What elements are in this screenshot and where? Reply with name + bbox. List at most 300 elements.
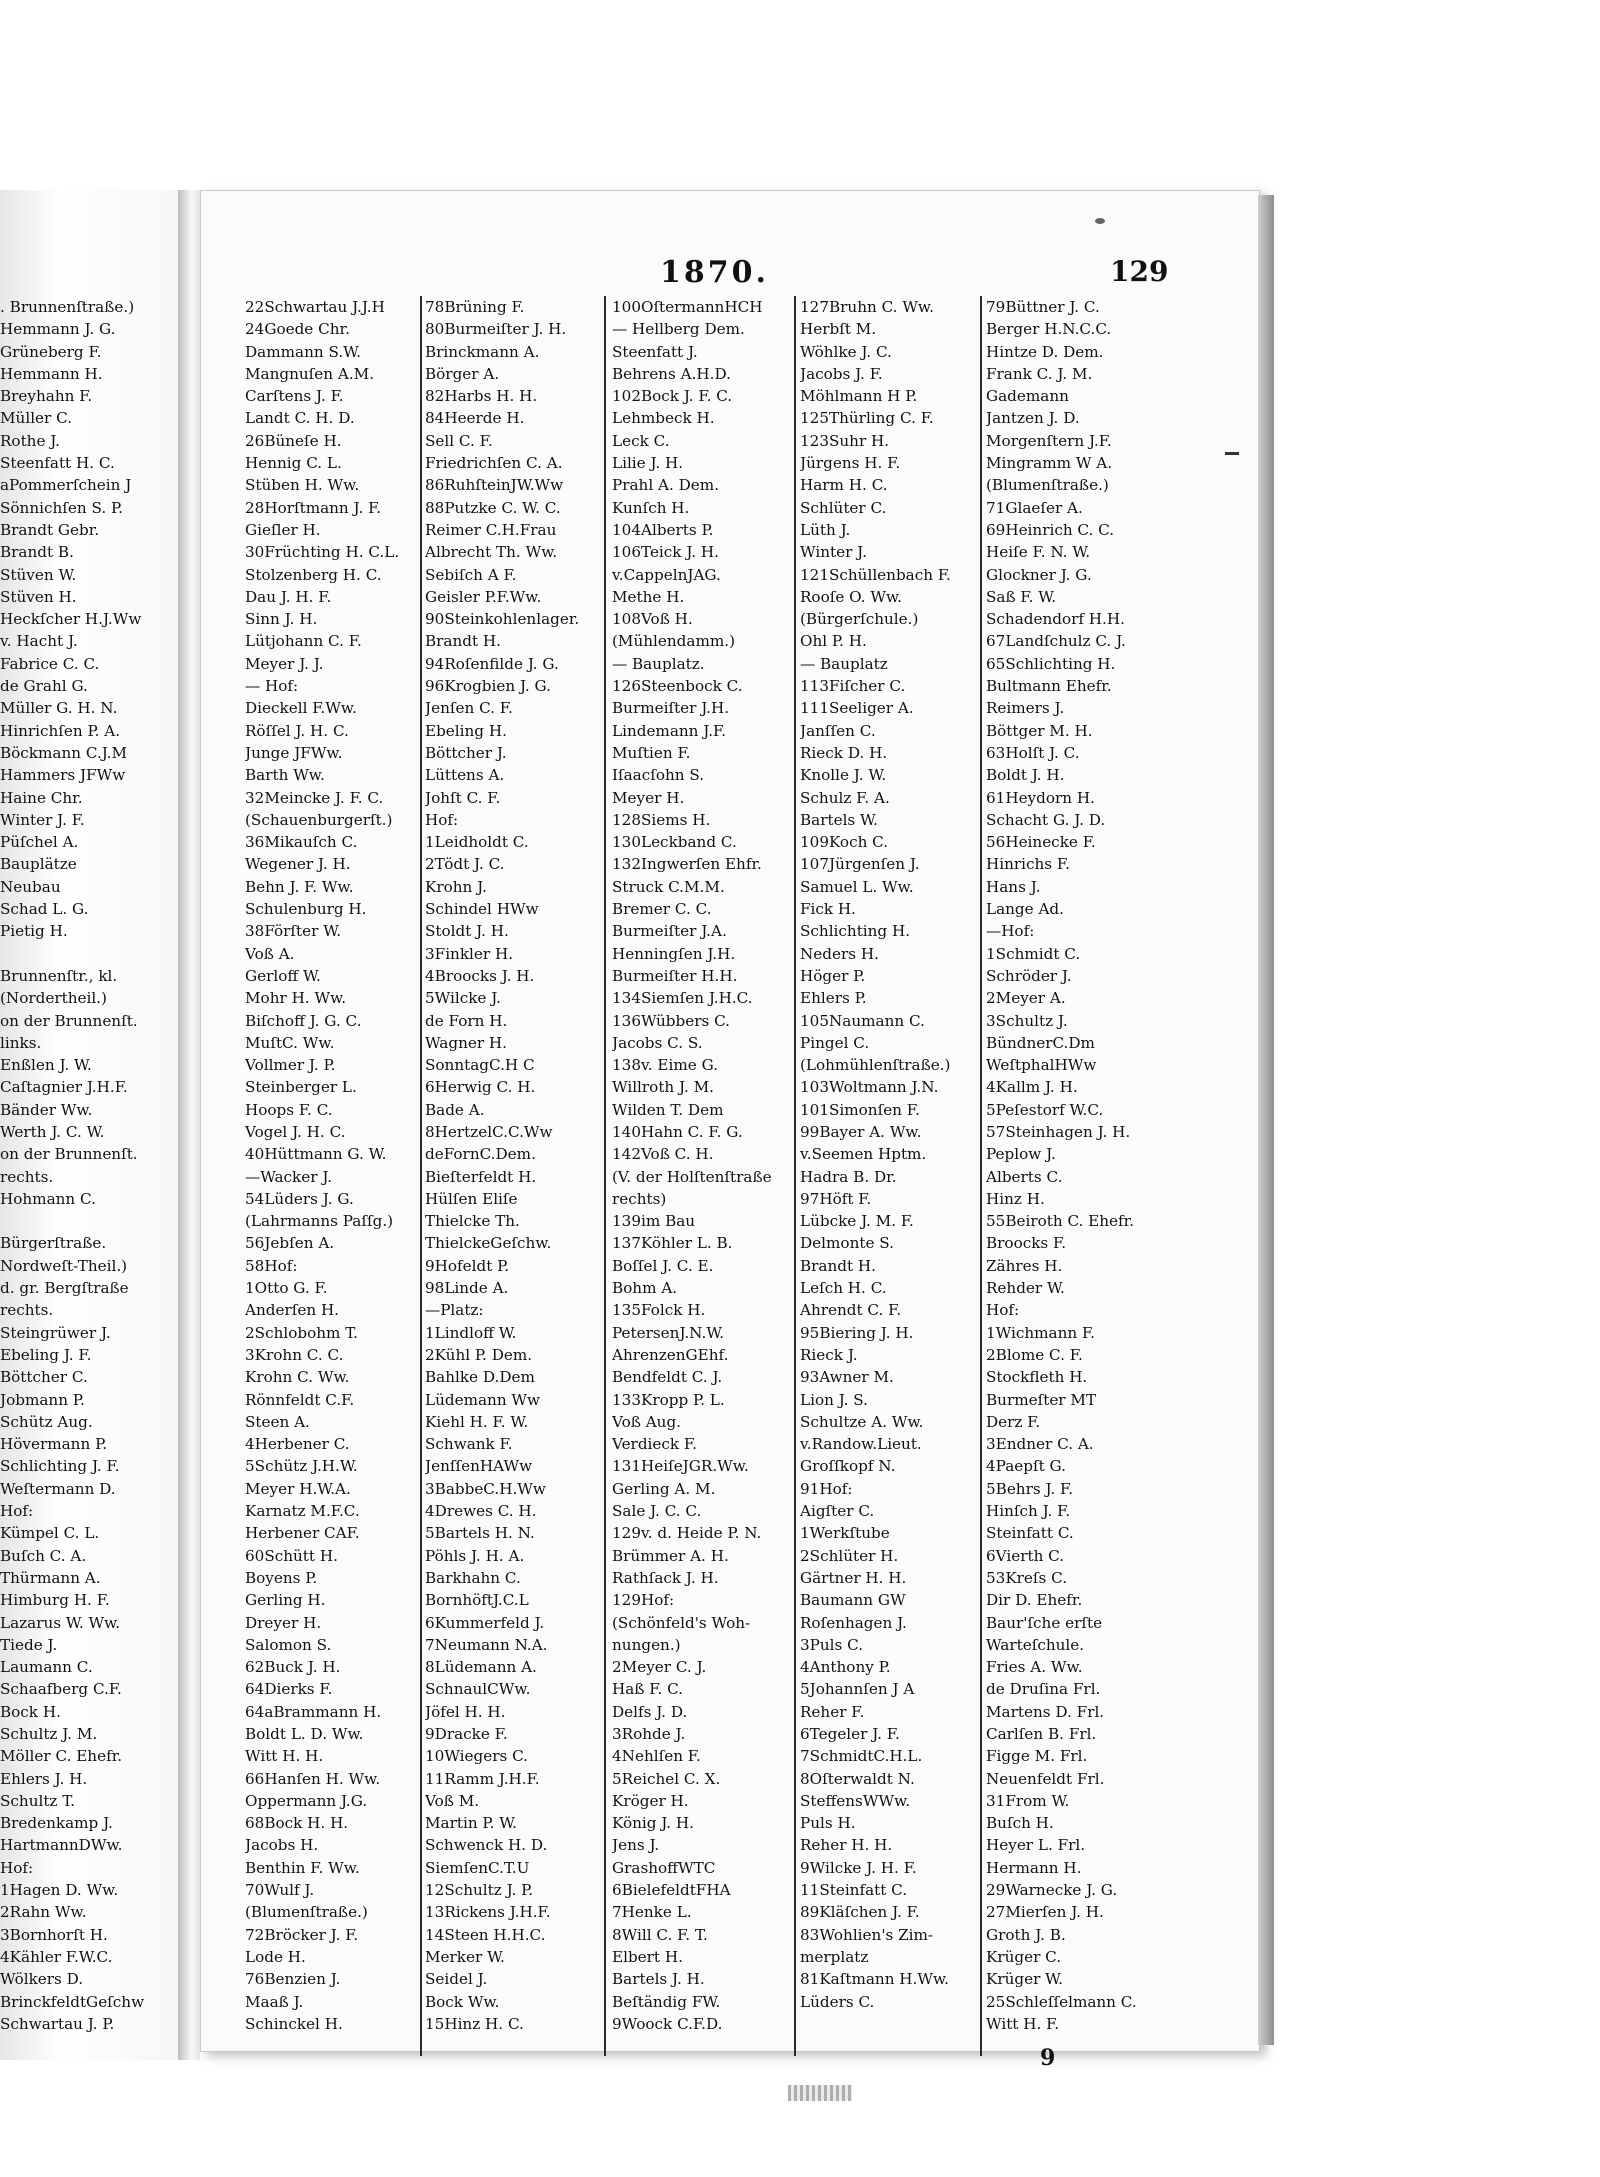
directory-entry: Barkhahn C.	[425, 1568, 521, 1587]
directory-entry: Elbert H.	[612, 1947, 683, 1966]
directory-entry: Jenſen C. F.	[425, 699, 513, 718]
directory-entry: Benthin F. Ww.	[245, 1858, 360, 1877]
directory-entry: 57Steinhagen J. H.	[986, 1122, 1131, 1141]
directory-entry: 27Mierſen J. H.	[986, 1903, 1104, 1922]
directory-entry: 9Wilcke J. H. F.	[800, 1858, 917, 1877]
directory-entry: Mangnuſen A.M.	[245, 364, 375, 383]
book-gutter	[178, 190, 200, 2060]
column-rule	[420, 296, 422, 2056]
directory-column	[800, 296, 978, 2013]
directory-entry: 1Schmidt C.	[986, 944, 1081, 963]
directory-entry: 108Voß H.	[612, 610, 693, 629]
directory-entry: 69Heinrich C. C.	[986, 520, 1115, 539]
directory-entry: Schultz J. M.	[0, 1725, 98, 1743]
directory-entry: (Lohmühlenſtraße.)	[800, 1056, 951, 1075]
directory-entry: Voß Aug.	[612, 1412, 681, 1431]
directory-entry: — Bauplatz.	[612, 654, 705, 673]
directory-entry: 5Peſestorf W.C.	[986, 1100, 1104, 1119]
directory-entry: Wegener J. H.	[245, 855, 351, 874]
directory-entry: 135Folck H.	[612, 1301, 706, 1320]
directory-entry: Merker W.	[425, 1947, 505, 1966]
directory-entry: Behrens A.H.D.	[612, 364, 731, 383]
directory-entry: Schulenburg H.	[245, 900, 367, 919]
directory-entry: Buſch H.	[986, 1814, 1054, 1833]
directory-entry: 3Endner C. A.	[986, 1435, 1094, 1454]
directory-entry: 90Steinkohlenlager.	[425, 610, 580, 629]
directory-entry: Bürgerſtraße.	[0, 1234, 107, 1253]
directory-entry: 5Schütz J.H.W.	[245, 1457, 358, 1476]
directory-entry: —Platz:	[425, 1301, 484, 1320]
directory-entry: AhrenzenGEhf.	[612, 1345, 729, 1364]
directory-entry: Burmeiſter H.H.	[612, 966, 738, 985]
directory-entry: Pingel C.	[800, 1033, 870, 1052]
directory-entry: Hennig C. L.	[245, 454, 342, 473]
directory-entry: Bock Ww.	[425, 1992, 500, 2011]
directory-entry: de Forn H.	[425, 1011, 508, 1030]
directory-entry: Heckſcher H.J.Ww	[0, 610, 142, 629]
directory-entry: Meyer H.	[612, 788, 685, 807]
directory-entry: Dreyer H.	[245, 1613, 322, 1632]
directory-entry: 4Kähler F.W.C.	[0, 1947, 113, 1966]
directory-entry: Hülſen Eliſe	[425, 1189, 518, 1208]
directory-entry: 28Horſtmann J. F.	[245, 498, 382, 517]
directory-entry: Meyer H.W.A.	[245, 1479, 351, 1498]
directory-entry: 111Seeliger A.	[800, 699, 914, 718]
directory-entry: Carlſen B. Frl.	[986, 1725, 1097, 1743]
directory-entry: Neubau	[0, 877, 61, 896]
directory-entry: Vogel J. H. C.	[245, 1122, 346, 1141]
directory-entry: 1Werkſtube	[800, 1524, 890, 1543]
directory-entry: Sönnichſen S. P.	[0, 498, 123, 517]
directory-entry: Ebeling H.	[425, 721, 507, 740]
directory-entry: 96Krogbien J. G.	[425, 677, 551, 696]
directory-entry: Schwartau J. P.	[0, 2014, 115, 2033]
directory-entry: Lilie J. H.	[612, 454, 684, 473]
directory-entry: 105Naumann C.	[800, 1011, 925, 1030]
directory-entry: 91Hof:	[800, 1479, 853, 1498]
directory-entry: Enßlen J. W.	[0, 1056, 92, 1075]
directory-entry: 6Vierth C.	[986, 1546, 1065, 1565]
directory-entry: 6Tegeler J. F.	[800, 1725, 900, 1743]
signature-mark: 9	[1040, 2045, 1056, 2071]
directory-entry: Hohmann C.	[0, 1189, 96, 1208]
directory-entry: Dau J. H. F.	[245, 587, 332, 606]
directory-entry: Stockfleth H.	[986, 1368, 1088, 1387]
directory-entry: Hof:	[0, 1858, 34, 1877]
directory-entry: 24Goede Chr.	[245, 320, 350, 339]
directory-entry: 2Schlobohm T.	[245, 1323, 358, 1342]
directory-entry: (Blumenſtraße.)	[245, 1903, 368, 1922]
directory-entry: Martens D. Frl.	[986, 1702, 1105, 1721]
directory-entry: Mohr H. Ww.	[245, 989, 347, 1008]
directory-entry: 9Hofeldt P.	[425, 1256, 510, 1275]
directory-entry: Ebeling J. F.	[0, 1345, 92, 1364]
directory-entry: Bredenkamp J.	[0, 1814, 113, 1833]
directory-entry: Struck C.M.M.	[612, 877, 725, 896]
directory-entry: 138v. Eime G.	[612, 1056, 718, 1075]
directory-entry: 5Wilcke J.	[425, 989, 501, 1008]
directory-entry: Sell C. F.	[425, 431, 493, 450]
directory-entry: 81Kaſtmann H.Ww.	[800, 1970, 950, 1989]
directory-entry: Böckmann C.J.M	[0, 743, 128, 762]
directory-entry: Hermann H.	[986, 1858, 1082, 1877]
directory-entry: Brandt H.	[800, 1256, 876, 1275]
directory-entry: Barth Ww.	[245, 766, 325, 785]
directory-entry: ThielckeGeſchw.	[425, 1234, 552, 1253]
directory-entry: 3Krohn C. C.	[245, 1345, 344, 1364]
directory-entry: Hinſch J. F.	[986, 1502, 1071, 1521]
directory-entry: 14Steen H.H.C.	[425, 1925, 546, 1944]
directory-entry: SonntagC.H C	[425, 1056, 535, 1075]
directory-entry: Zähres H.	[986, 1256, 1063, 1275]
directory-entry: 8HertzelC.C.Ww	[425, 1122, 553, 1141]
directory-entry: Brunnenſtr., kl.	[0, 966, 118, 985]
directory-entry: Burmeiſter J.H.	[612, 699, 730, 718]
directory-entry: Bartels W.	[800, 810, 878, 829]
directory-entry: 11Ramm J.H.F.	[425, 1769, 540, 1788]
directory-entry: Groſſkopf N.	[800, 1457, 896, 1476]
directory-entry: Saß F. W.	[986, 587, 1057, 606]
directory-entry: 11Steinfatt C.	[800, 1881, 908, 1900]
directory-entry: 29Warnecke J. G.	[986, 1881, 1118, 1900]
directory-entry: Schwenck H. D.	[425, 1836, 548, 1855]
directory-entry: 130Leckband C.	[612, 833, 737, 852]
directory-entry: 8Lüdemann A.	[425, 1658, 537, 1677]
directory-entry: (Lahrmanns Paſſg.)	[245, 1212, 394, 1231]
directory-entry: . Brunnenſtraße.)	[0, 298, 135, 316]
directory-entry: 134Siemſen J.H.C.	[612, 989, 753, 1008]
directory-entry: Schütz Aug.	[0, 1412, 93, 1431]
directory-entry: (Mühlendamm.)	[612, 632, 735, 651]
directory-entry: 80Burmeiſter J. H.	[425, 320, 567, 339]
directory-entry: Wilden T. Dem	[612, 1100, 724, 1119]
directory-entry: 136Wübbers C.	[612, 1011, 730, 1030]
directory-entry: 72Bröcker J. F.	[245, 1925, 359, 1944]
directory-entry: GrashoffWTC	[612, 1858, 716, 1877]
directory-entry: 1Otto G. F.	[245, 1279, 328, 1298]
directory-entry: Bultmann Ehefr.	[986, 677, 1112, 696]
directory-entry: Rathſack J. H.	[612, 1568, 719, 1587]
directory-entry: Leſch H. C.	[800, 1279, 887, 1298]
directory-entry: Hof:	[986, 1301, 1020, 1320]
directory-entry: Bohm A.	[612, 1279, 678, 1298]
directory-entry: Lüders C.	[800, 1992, 875, 2011]
directory-entry: Jacobs C. S.	[612, 1033, 703, 1052]
directory-entry: 56Jebſen A.	[245, 1234, 335, 1253]
directory-entry: Ohl P. H.	[800, 632, 867, 651]
directory-entry: 2Blome C. F.	[986, 1345, 1083, 1364]
directory-entry: Schindel HWw	[425, 900, 539, 919]
directory-entry: Witt H. F.	[986, 2014, 1060, 2033]
directory-entry: Muſtien F.	[612, 743, 691, 762]
directory-entry: Steenfatt J.	[612, 342, 698, 361]
directory-entry: 1Hagen D. Ww.	[0, 1881, 119, 1900]
directory-entry: 2Meyer C. J.	[612, 1658, 707, 1677]
directory-entry: 6Kummerfeld J.	[425, 1613, 545, 1632]
directory-entry: Albrecht Th. Ww.	[425, 543, 558, 562]
directory-entry: 58Hof:	[245, 1256, 298, 1275]
directory-entry: Lütjohann C. F.	[245, 632, 362, 651]
directory-entry: Delmonte S.	[800, 1234, 894, 1253]
directory-entry: 88Putzke C. W. C.	[425, 498, 561, 517]
directory-entry: Rooſe O. Ww.	[800, 587, 903, 606]
directory-entry: Bade A.	[425, 1100, 485, 1119]
directory-entry: 76Benzien J.	[245, 1970, 341, 1989]
directory-entry: Vollmer J. P.	[245, 1056, 336, 1075]
page-year: 1870.	[660, 255, 769, 290]
directory-entry: Herbſt M.	[800, 320, 877, 339]
directory-entry: 13Rickens J.H.F.	[425, 1903, 551, 1922]
directory-entry: Landt C. H. D.	[245, 409, 355, 428]
directory-entry: 8Will C. F. T.	[612, 1925, 708, 1944]
directory-entry: 107Jürgenſen J.	[800, 855, 920, 874]
directory-entry: Bänder Ww.	[0, 1100, 93, 1119]
directory-entry: Fick H.	[800, 900, 857, 919]
directory-entry: Behn J. F. Ww.	[245, 877, 354, 896]
directory-entry: Wagner H.	[425, 1033, 507, 1052]
directory-entry: 62Buck J. H.	[245, 1658, 341, 1677]
directory-entry: Jöfel H. H.	[425, 1702, 506, 1721]
directory-entry: Witt H. H.	[245, 1747, 324, 1766]
directory-entry: 53Kreſs C.	[986, 1568, 1068, 1587]
directory-entry: Schlichting H.	[800, 922, 911, 941]
directory-entry: —Wacker J.	[245, 1167, 333, 1186]
directory-entry: (V. der Holſtenſtraße	[612, 1167, 772, 1186]
directory-entry: Salomon S.	[245, 1635, 332, 1654]
directory-entry: 5Bartels H. N.	[425, 1524, 535, 1543]
directory-entry: 4Anthony P.	[800, 1658, 891, 1677]
directory-entry: 2Rahn Ww.	[0, 1903, 87, 1922]
directory-entry: on der Brunnenſt.	[0, 1145, 138, 1164]
directory-entry: v.Randow.Lieut.	[800, 1435, 922, 1454]
directory-entry: Reimers J.	[986, 699, 1065, 718]
directory-entry: Stüven H.	[0, 587, 77, 606]
directory-entry: (Schauenburgerſt.)	[245, 810, 393, 829]
directory-entry: Lindemann J.F.	[612, 721, 727, 740]
directory-entry: HartmannDWw.	[0, 1836, 123, 1855]
directory-entry: Heyer L. Frl.	[986, 1836, 1086, 1855]
directory-entry: 60Schütt H.	[245, 1546, 338, 1565]
directory-entry: 99Bayer A. Ww.	[800, 1122, 922, 1141]
directory-entry: Voß A.	[245, 944, 295, 963]
directory-entry: 97Höft F.	[800, 1189, 872, 1208]
column-rule	[604, 296, 606, 2056]
directory-entry: Derz F.	[986, 1412, 1041, 1431]
directory-entry: 133Kropp P. L.	[612, 1390, 725, 1409]
directory-entry: Winter J. F.	[0, 810, 85, 829]
directory-entry: Anderſen H.	[245, 1301, 340, 1320]
directory-entry: Burmeiſter J.A.	[612, 922, 727, 941]
directory-entry: Lazarus W. Ww.	[0, 1613, 121, 1632]
directory-entry: Krohn C. Ww.	[245, 1368, 350, 1387]
directory-entry: Steenfatt H. C.	[0, 454, 115, 473]
directory-entry: Jürgens H. F.	[800, 454, 901, 473]
directory-entry: rechts)	[612, 1189, 667, 1208]
directory-entry: Brandt Gebr.	[0, 520, 100, 539]
directory-entry: 64aBrammann H.	[245, 1702, 382, 1721]
directory-entry: Winter J.	[800, 543, 867, 562]
directory-entry: 4Nehlſen F.	[612, 1747, 701, 1766]
directory-entry: 3Puls C.	[800, 1635, 864, 1654]
directory-entry: v. Hacht J.	[0, 632, 78, 651]
directory-entry: Delfs J. D.	[612, 1702, 688, 1721]
directory-entry: WeſtphalHWw	[986, 1056, 1097, 1075]
directory-entry: Maaß J.	[245, 1992, 304, 2011]
directory-entry: 86RuhſteinJW.Ww	[425, 476, 564, 495]
directory-entry: 5Reichel C. X.	[612, 1769, 721, 1788]
directory-entry: 121Schüllenbach F.	[800, 565, 951, 584]
directory-entry: 101Simonſen F.	[800, 1100, 920, 1119]
directory-entry: 55Beiroth C. Ehefr.	[986, 1212, 1135, 1231]
directory-entry: Leck C.	[612, 431, 670, 450]
directory-entry: PetersenJ.N.W.	[612, 1323, 725, 1342]
directory-entry: 8Oſterwaldt N.	[800, 1769, 915, 1788]
directory-entry: Warteſchule.	[986, 1635, 1085, 1654]
directory-entry: Brandt H.	[425, 632, 501, 651]
directory-entry: Börger A.	[425, 364, 500, 383]
directory-entry: Willroth J. M.	[612, 1078, 714, 1097]
directory-entry: Thielcke Th.	[425, 1212, 520, 1231]
directory-entry: Steingrüwer J.	[0, 1323, 111, 1342]
directory-entry: Böttcher C.	[0, 1368, 88, 1387]
directory-entry: Sinn J. H.	[245, 610, 318, 629]
directory-entry: 68Bock H. H.	[245, 1814, 349, 1833]
directory-entry: 30Früchting H. C.L.	[245, 543, 400, 562]
directory-entry: Lion J. S.	[800, 1390, 868, 1409]
directory-entry: 7Henke L.	[612, 1903, 692, 1922]
directory-entry: 139im Bau	[612, 1212, 696, 1231]
directory-entry: 4Paepſt G.	[986, 1457, 1066, 1476]
directory-entry: Weſtermann D.	[0, 1479, 116, 1498]
directory-entry: Roſenhagen J.	[800, 1613, 907, 1632]
directory-entry: Gerling A. M.	[612, 1479, 716, 1498]
directory-entry: 113Fiſcher C.	[800, 677, 906, 696]
directory-entry: 7Neumann N.A.	[425, 1635, 548, 1654]
directory-entry: 40Hüttmann G. W.	[245, 1145, 387, 1164]
directory-entry: Hinrichſen P. A.	[0, 721, 121, 740]
directory-entry: Hinrichs F.	[986, 855, 1070, 874]
directory-entry: Hinz H.	[986, 1189, 1045, 1208]
directory-entry: Dammann S.W.	[245, 342, 361, 361]
directory-entry: Caſtagnier J.H.F.	[0, 1078, 128, 1097]
directory-entry: 127Bruhn C. Ww.	[800, 298, 934, 316]
directory-entry: 36Mikauſch C.	[245, 833, 358, 852]
directory-entry: 54Lüders J. G.	[245, 1189, 354, 1208]
directory-entry: Jens J.	[612, 1836, 660, 1855]
directory-entry: SiemſenC.T.U	[425, 1858, 530, 1877]
directory-entry: Steinfatt C.	[986, 1524, 1074, 1543]
directory-entry: Bieſterfeldt H.	[425, 1167, 537, 1186]
directory-entry: Lehmbeck H.	[612, 409, 715, 428]
directory-entry: Figge M. Frl.	[986, 1747, 1088, 1766]
directory-entry: 78Brüning F.	[425, 298, 525, 316]
directory-entry: 89Kläſchen J. F.	[800, 1903, 920, 1922]
directory-entry: deFornC.Dem.	[425, 1145, 536, 1164]
directory-entry: 32Meincke J. F. C.	[245, 788, 384, 807]
directory-entry: Berger H.N.C.C.	[986, 320, 1112, 339]
directory-entry: Beſtändig FW.	[612, 1992, 721, 2011]
directory-entry: Brümmer A. H.	[612, 1546, 729, 1565]
directory-entry: Morgenſtern J.F.	[986, 431, 1112, 450]
directory-entry: Glockner J. G.	[986, 565, 1092, 584]
directory-entry: König J. H.	[612, 1814, 694, 1833]
directory-entry: nungen.)	[612, 1635, 681, 1654]
directory-entry: Alberts C.	[986, 1167, 1063, 1186]
directory-entry: (Bürgerſchule.)	[800, 610, 919, 629]
directory-entry: Oppermann J.G.	[245, 1791, 368, 1810]
directory-entry: Fries A. Ww.	[986, 1658, 1083, 1677]
directory-entry: Schulz F. A.	[800, 788, 890, 807]
directory-entry: Hövermann P.	[0, 1435, 108, 1454]
directory-entry: Möller C. Ehefr.	[0, 1747, 123, 1766]
directory-entry: Werth J. C. W.	[0, 1122, 105, 1141]
directory-entry: 61Heydorn H.	[986, 788, 1095, 807]
directory-entry: 4Drewes C. H.	[425, 1502, 537, 1521]
directory-entry: Broocks F.	[986, 1234, 1067, 1253]
directory-entry: Lode H.	[245, 1947, 306, 1966]
directory-entry: Brandt B.	[0, 543, 74, 562]
directory-entry: Sebiſch A F.	[425, 565, 517, 584]
directory-entry: Thürmann A.	[0, 1568, 101, 1587]
directory-entry: Lüttens A.	[425, 766, 505, 785]
directory-entry: Röſſel J. H. C.	[245, 721, 349, 740]
directory-entry: Bartels J. H.	[612, 1970, 705, 1989]
directory-entry: v.CappelnJAG.	[612, 565, 721, 584]
directory-entry: Aigſter C.	[800, 1502, 875, 1521]
directory-entry: 12Schultz J. P.	[425, 1881, 534, 1900]
directory-entry: Hemmann J. G.	[0, 320, 116, 339]
directory-entry: links.	[0, 1033, 42, 1052]
column-rule	[980, 296, 982, 2056]
directory-entry: Gerling H.	[245, 1591, 326, 1610]
directory-entry: de Grahl G.	[0, 677, 88, 696]
directory-entry: 71Glaeſer A.	[986, 498, 1083, 517]
directory-entry: Schacht G. J. D.	[986, 810, 1106, 829]
directory-entry: 3Bornhorſt H.	[0, 1925, 108, 1944]
directory-entry: 98Linde A.	[425, 1279, 509, 1298]
directory-entry: 125Thürling C. F.	[800, 409, 934, 428]
directory-entry: Jacobs J. F.	[800, 364, 883, 383]
directory-entry: SchnaulCWw.	[425, 1680, 531, 1699]
directory-entry: Schlichting J. F.	[0, 1457, 120, 1476]
directory-entry: Bock H.	[0, 1702, 61, 1721]
directory-entry: 38Förſter W.	[245, 922, 342, 941]
directory-entry: Mingramm W A.	[986, 454, 1113, 473]
directory-entry: Brinckmann A.	[425, 342, 540, 361]
directory-entry: Hof:	[0, 1502, 34, 1521]
directory-entry: Junge JFWw.	[245, 743, 343, 762]
page-number: 129	[1110, 255, 1169, 288]
directory-entry: Höger P.	[800, 966, 866, 985]
directory-entry: Dir D. Ehefr.	[986, 1591, 1083, 1610]
directory-entry: Tiede J.	[0, 1635, 58, 1654]
directory-entry: BornhöftJ.C.L	[425, 1591, 529, 1610]
directory-entry: Schultz T.	[0, 1791, 75, 1810]
directory-entry: Jacobs H.	[245, 1836, 319, 1855]
directory-entry: 140Hahn C. F. G.	[612, 1122, 743, 1141]
directory-entry: — Hellberg Dem.	[612, 320, 745, 339]
directory-entry: Meyer J. J.	[245, 654, 324, 673]
directory-entry: Hammers JFWw	[0, 766, 126, 785]
directory-entry: Rönnfeldt C.F.	[245, 1390, 355, 1409]
directory-entry: 3Schultz J.	[986, 1011, 1068, 1030]
directory-entry: 100OſtermannHCH	[612, 298, 763, 316]
directory-entry: 104Alberts P.	[612, 520, 714, 539]
directory-entry: Müller C.	[0, 409, 73, 428]
directory-entry: Henningſen J.H.	[612, 944, 736, 963]
directory-entry: 4Kallm J. H.	[986, 1078, 1078, 1097]
directory-entry: Laumann C.	[0, 1658, 93, 1677]
